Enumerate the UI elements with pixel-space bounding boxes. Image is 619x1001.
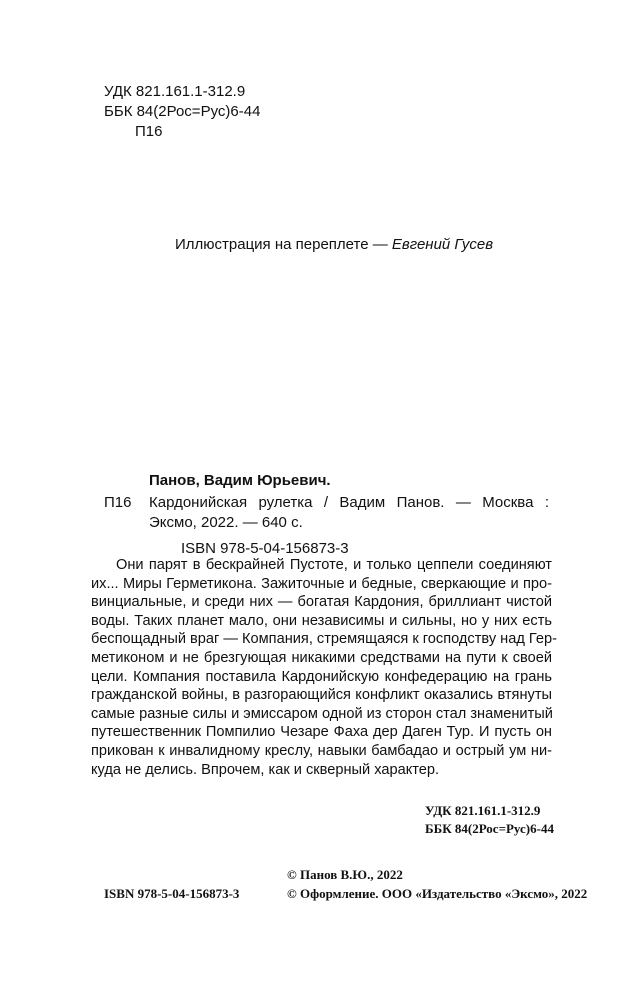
annotation-line: их... Миры Герметикона. Зажиточные и бедные, сверкающие и про- (91, 575, 552, 592)
bbk-code: ББК 84(2Рос=Рус)6-44 (104, 103, 261, 120)
author-sign: П16 (135, 123, 163, 140)
illustration-credit (175, 236, 493, 254)
author-heading: Панов, Вадим Юрьевич. (149, 472, 331, 489)
annotation-line: винциальные, и среди них — богатая Кардония, бриллиант чистой (91, 594, 552, 611)
bibliographic-author-sign: П16 (104, 494, 132, 511)
annotation-line: Они парят в бескрайней Пустоте, и только цеппели соединяют (116, 557, 552, 573)
annotation-line: метиконом и не брезгующая никакими средствами на пути к своей (91, 649, 552, 666)
copyright-design: © Оформление. ООО «Издательство «Эксмо», 2022 (287, 886, 588, 901)
description-line-1: Кардонийская рулетка / Вадим Панов. — Москва : (149, 494, 549, 511)
annotation-line: путешественник Помпилио Чезаре Фаха дер Даген Тур. И пусть он (91, 724, 552, 741)
annotation-line: куда не делись. Впрочем, как и скверный характер. (91, 761, 440, 778)
annotation-line: воды. Таких планет мало, они независимы и сильны, но у них есть (91, 612, 552, 629)
bbk-code-bottom: ББК 84(2Рос=Рус)6-44 (425, 821, 554, 836)
annotation-line: гражданской войны, в разгорающийся конфликт оказались втянуты (91, 687, 552, 704)
annotation (91, 556, 557, 779)
footer-isbn: ISBN 978-5-04-156873-3 (104, 886, 240, 901)
illustration-artist: Евгений Гусев (391, 236, 494, 253)
description-line-2: Эксмо, 2022. — 640 с. (149, 514, 303, 531)
annotation-line: беспощадный враг — Компания, стремящаяся к господству над Гер- (91, 631, 557, 648)
isbn-line: ISBN 978-5-04-156873-3 (181, 540, 349, 557)
illustration-label: Иллюстрация на переплете — (175, 236, 392, 253)
udk-code-bottom: УДК 821.161.1-312.9 (425, 803, 541, 818)
annotation-line: прикован к инвалидному креслу, навыки бамбадао и острый ум ни- (91, 742, 552, 759)
copyright-author: © Панов В.Ю., 2022 (287, 867, 403, 882)
annotation-line: самые разные силы и эмиссаром одной из сторон стал знаменитый (91, 705, 553, 722)
annotation-line: цели. Компания поставила Кардонийскую конфедерацию на грань (91, 668, 552, 685)
udk-code: УДК 821.161.1-312.9 (104, 83, 246, 100)
